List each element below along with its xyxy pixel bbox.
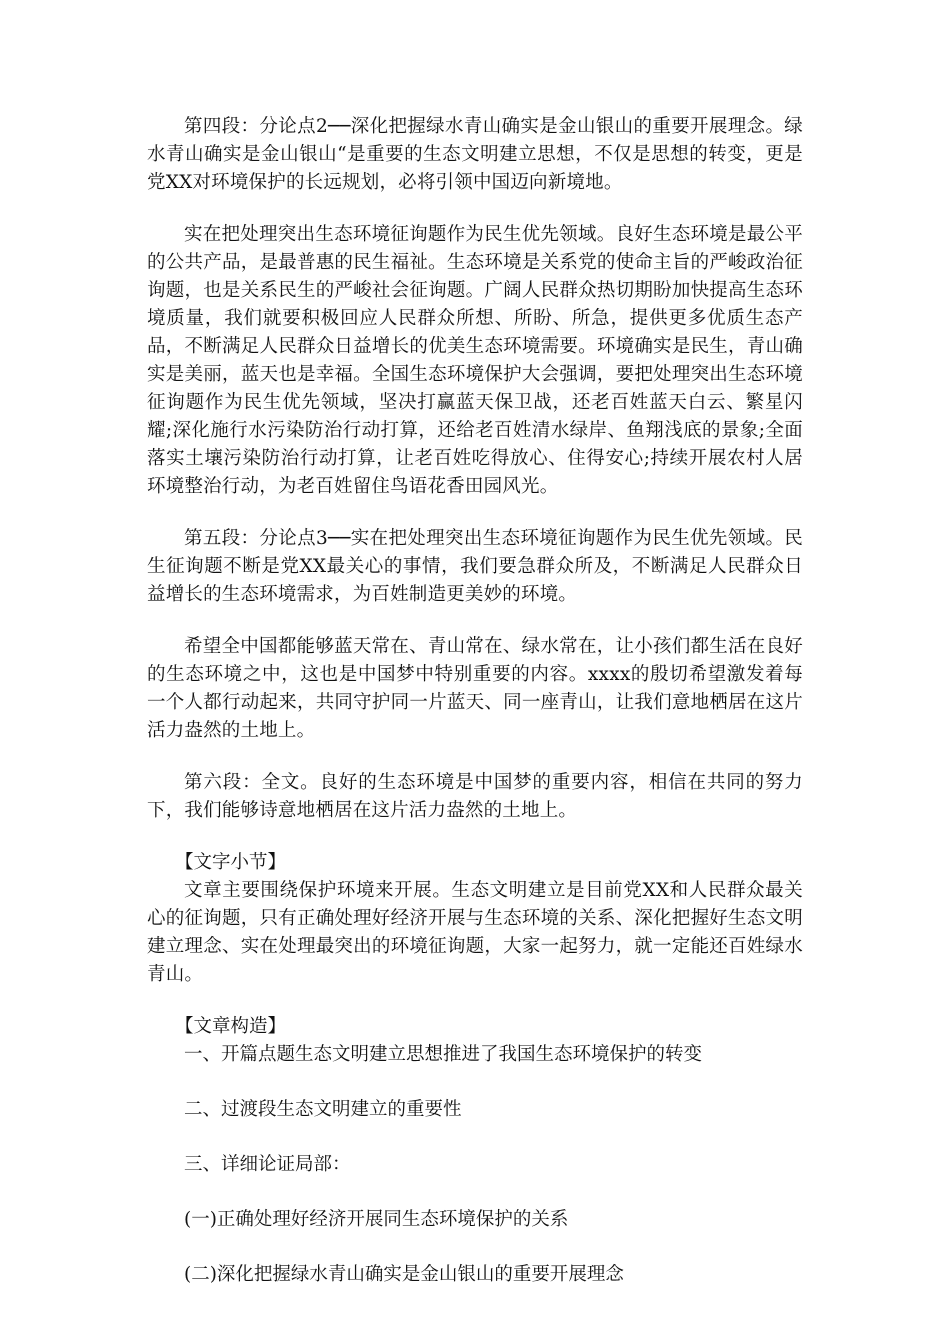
structure-item: 三、详细论证局部： — [184, 1154, 351, 1175]
structure-item: 一、开篇点题生态文明建立思想推进了我国生态环境保护的转变 — [184, 1044, 703, 1065]
paragraph-livelihood-priority: 实在把处理突出生态环境征询题作为民生优先领域。良好生态环境是最公平的公共产品，是最普惠的民生福祉。生态环境是关系党的使命主旨的严峻政治征询题，也是关系民生的严峻社会征询题。广阔人民群众热切期盼加快提高生态环境质量，我们就要积极回应人民群众所想、所盼、所急，提供更多优质生态产品，不断满足人民群众日益增长的优美生态环境需要。环境确实是民生，青山确实是美丽，蓝天也是幸福。全国生态环境保护大会强调，要把处理突出生态环境征询题作为民生优先领域，坚决打赢蓝天保卫战，还老百姓蓝天白云、繁星闪耀;深化施行水污染防治行动打算，还给老百姓清水绿岸、鱼翔浅底的景象;全面落实土壤污染防治行动打算，让老百姓吃得放心、住得安心;持续开展农村人居环境整治行动，为老百姓留住鸟语花香田园风光。 — [147, 224, 803, 497]
summary-text: 文章主要围绕保护环境来开展。生态文明建立是目前党XX和人民群众最关心的征询题，只有正确处理好经济开展与生态环境的关系、深化把握好生态文明建立理念、实在处理最突出的环境征询题，大家一起努力，就一定能还百姓绿水青山。 — [147, 880, 803, 985]
structure-item: (二)深化把握绿水青山确实是金山银山的重要开展理念 — [184, 1264, 624, 1285]
structure-item: (一)正确处理好经济开展同生态环境保护的关系 — [184, 1209, 569, 1230]
document-page — [147, 113, 803, 1289]
paragraph-section-four: 第四段：分论点2──深化把握绿水青山确实是金山银山的重要开展理念。绿水青山确实是金山银山“是重要的生态文明建立思想，不仅是思想的转变，更是党XX对环境保护的长远规划，必将引领中国迈向新境地。 — [147, 116, 803, 193]
paragraph-section-five: 第五段：分论点3──实在把处理突出生态环境征询题作为民生优先领域。民生征询题不断是党XX最关心的事情，我们要急群众所及，不断满足人民群众日益增长的生态环境需求，为百姓制造更美妙的环境。 — [147, 528, 803, 605]
structure-item: 二、过渡段生态文明建立的重要性 — [184, 1099, 462, 1120]
summary-heading: 【文字小节】 — [175, 852, 287, 873]
structure-heading: 【文章构造】 — [175, 1016, 287, 1037]
paragraph-section-six: 第六段：全文。良好的生态环境是中国梦的重要内容，相信在共同的努力下，我们能够诗意地栖居在这片活力盎然的土地上。 — [147, 772, 803, 821]
paragraph-hope: 希望全中国都能够蓝天常在、青山常在、绿水常在，让小孩们都生活在良好的生态环境之中，这也是中国梦中特别重要的内容。xxxx的殷切希望激发着每一个人都行动起来，共同守护同一片蓝天、同一座青山，让我们意地栖居在这片活力盎然的土地上。 — [147, 636, 803, 741]
